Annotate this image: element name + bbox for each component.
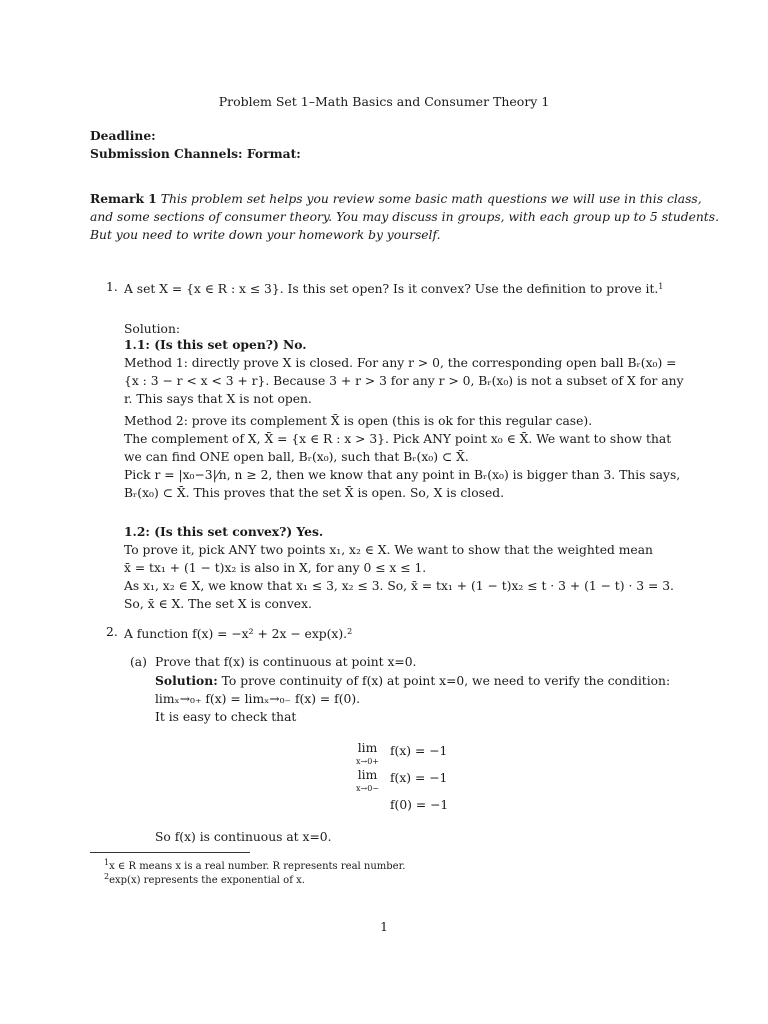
- remark-line-2: and some sections of consumer theory. You may discuss in groups, with each group up to 5 students.: [90, 210, 719, 224]
- page-number: 1: [380, 920, 388, 934]
- q2a-solution-text: To prove continuity of f(x) at point x=0, we need to verify the condition:: [221, 674, 671, 688]
- footnote-rule: [90, 852, 250, 853]
- lim-operator: lim x→0−: [356, 768, 380, 793]
- remark-label: Remark 1: [90, 191, 157, 206]
- deadline-label: Deadline:: [90, 128, 156, 143]
- q2a-text: Prove that f(x) is continuous at point x=0.: [155, 655, 417, 669]
- q1-convex-line-3: As x₁, x₂ ∈ X, we know that x₁ ≤ 3, x₂ ≤ 3. So, x̄ = tx₁ + (1 − t)x₂ ≤ t · 3 + (1 − t) · 3 = 3.: [124, 579, 674, 593]
- q1-convex-line-4: So, x̄ ∈ X. The set X is convex.: [124, 597, 312, 611]
- q2-text: A function f(x) = −x² + 2x − exp(x).: [124, 627, 348, 641]
- page-title: Problem Set 1–Math Basics and Consumer Theory 1: [218, 94, 550, 109]
- equation-rhs: f(x) = −1: [390, 744, 448, 758]
- q1-method2-line-1: Method 2: prove its complement X̄ is open (this is ok for this regular case).: [124, 414, 593, 428]
- q1-heading-convex: 1.2: (Is this set convex?) Yes.: [124, 524, 324, 539]
- q1-method2-line-3: we can find ONE open ball, Bᵣ(x₀), such that Bᵣ(x₀) ⊂ X̄.: [124, 450, 469, 464]
- remark-text: This problem set helps you review some basic math questions we will use in this class,: [160, 192, 702, 206]
- q1-heading-open: 1.1: (Is this set open?) No.: [124, 337, 307, 352]
- q2-footnote-mark: 2: [347, 627, 353, 636]
- q1-method2-line-4: Pick r = |x₀−3|⁄n, n ≥ 2, then we know that any point in Bᵣ(x₀) is bigger than 3. This says,: [124, 468, 681, 482]
- q1-text: A set X = {x ∈ R : x ≤ 3}. Is this set open? Is it convex? Use the definition to prove it.: [124, 282, 659, 296]
- q2-number: 2.: [106, 625, 118, 639]
- q1-solution-label: Solution:: [124, 322, 181, 336]
- q1-method1-line-1: Method 1: directly prove X is closed. For any r > 0, the corresponding open ball Bᵣ(x₀) =: [124, 356, 677, 370]
- equation-rhs: f(x) = −1: [390, 771, 448, 785]
- remark-line-1: [90, 190, 702, 208]
- q1-convex-line-1: To prove it, pick ANY two points x₁, x₂ ∈ X. We want to show that the weighted mean: [124, 543, 653, 557]
- lim-operator: lim x→0+: [356, 741, 380, 766]
- q1-method2-line-2: The complement of X, X̄ = {x ∈ R : x > 3}. Pick ANY point x₀ ∈ X̄. We want to show that: [124, 432, 672, 446]
- q2a-solution-label: Solution:: [155, 673, 218, 688]
- q1-footnote-mark: 1: [658, 282, 664, 291]
- remark-line-3: But you need to write down your homework by yourself.: [90, 228, 441, 242]
- equation-f0: f(0) = −1: [390, 798, 449, 812]
- q1-number: 1.: [106, 280, 118, 294]
- q1-method1-line-2: {x : 3 − r < x < 3 + r}. Because 3 + r > 3 for any r > 0, Bᵣ(x₀) is not a subset of X for any: [124, 374, 684, 388]
- q1-statement: [124, 278, 663, 298]
- footnote-2: $^2$exp(x) represents the exponential of x.: [104, 872, 305, 886]
- q1-method2-line-5: Bᵣ(x₀) ⊂ X̄. This proves that the set X̄ is open. So, X is closed.: [124, 486, 505, 500]
- q1-method1-line-3: r. This says that X is not open.: [124, 392, 312, 406]
- submission-label: Submission Channels: Format:: [90, 146, 301, 161]
- equation-lim-left: [356, 768, 448, 794]
- q2a-solution-line-1: [155, 672, 670, 690]
- q2-statement: [124, 623, 352, 643]
- q2a-conclusion: So f(x) is continuous at x=0.: [155, 830, 332, 844]
- q2a-solution-line-3: It is easy to check that: [155, 710, 297, 724]
- equation-lim-right: [356, 741, 448, 767]
- footnote-1: $^1$x ∈ R means x is a real number. R represents real number.: [104, 858, 406, 872]
- q1-convex-line-2: x̄ = tx₁ + (1 − t)x₂ is also in X, for any 0 ≤ x ≤ 1.: [124, 561, 427, 575]
- q2a-label: (a): [130, 655, 147, 669]
- q2a-solution-line-2: limₓ→₀₊ f(x) = limₓ→₀₋ f(x) = f(0).: [155, 692, 361, 706]
